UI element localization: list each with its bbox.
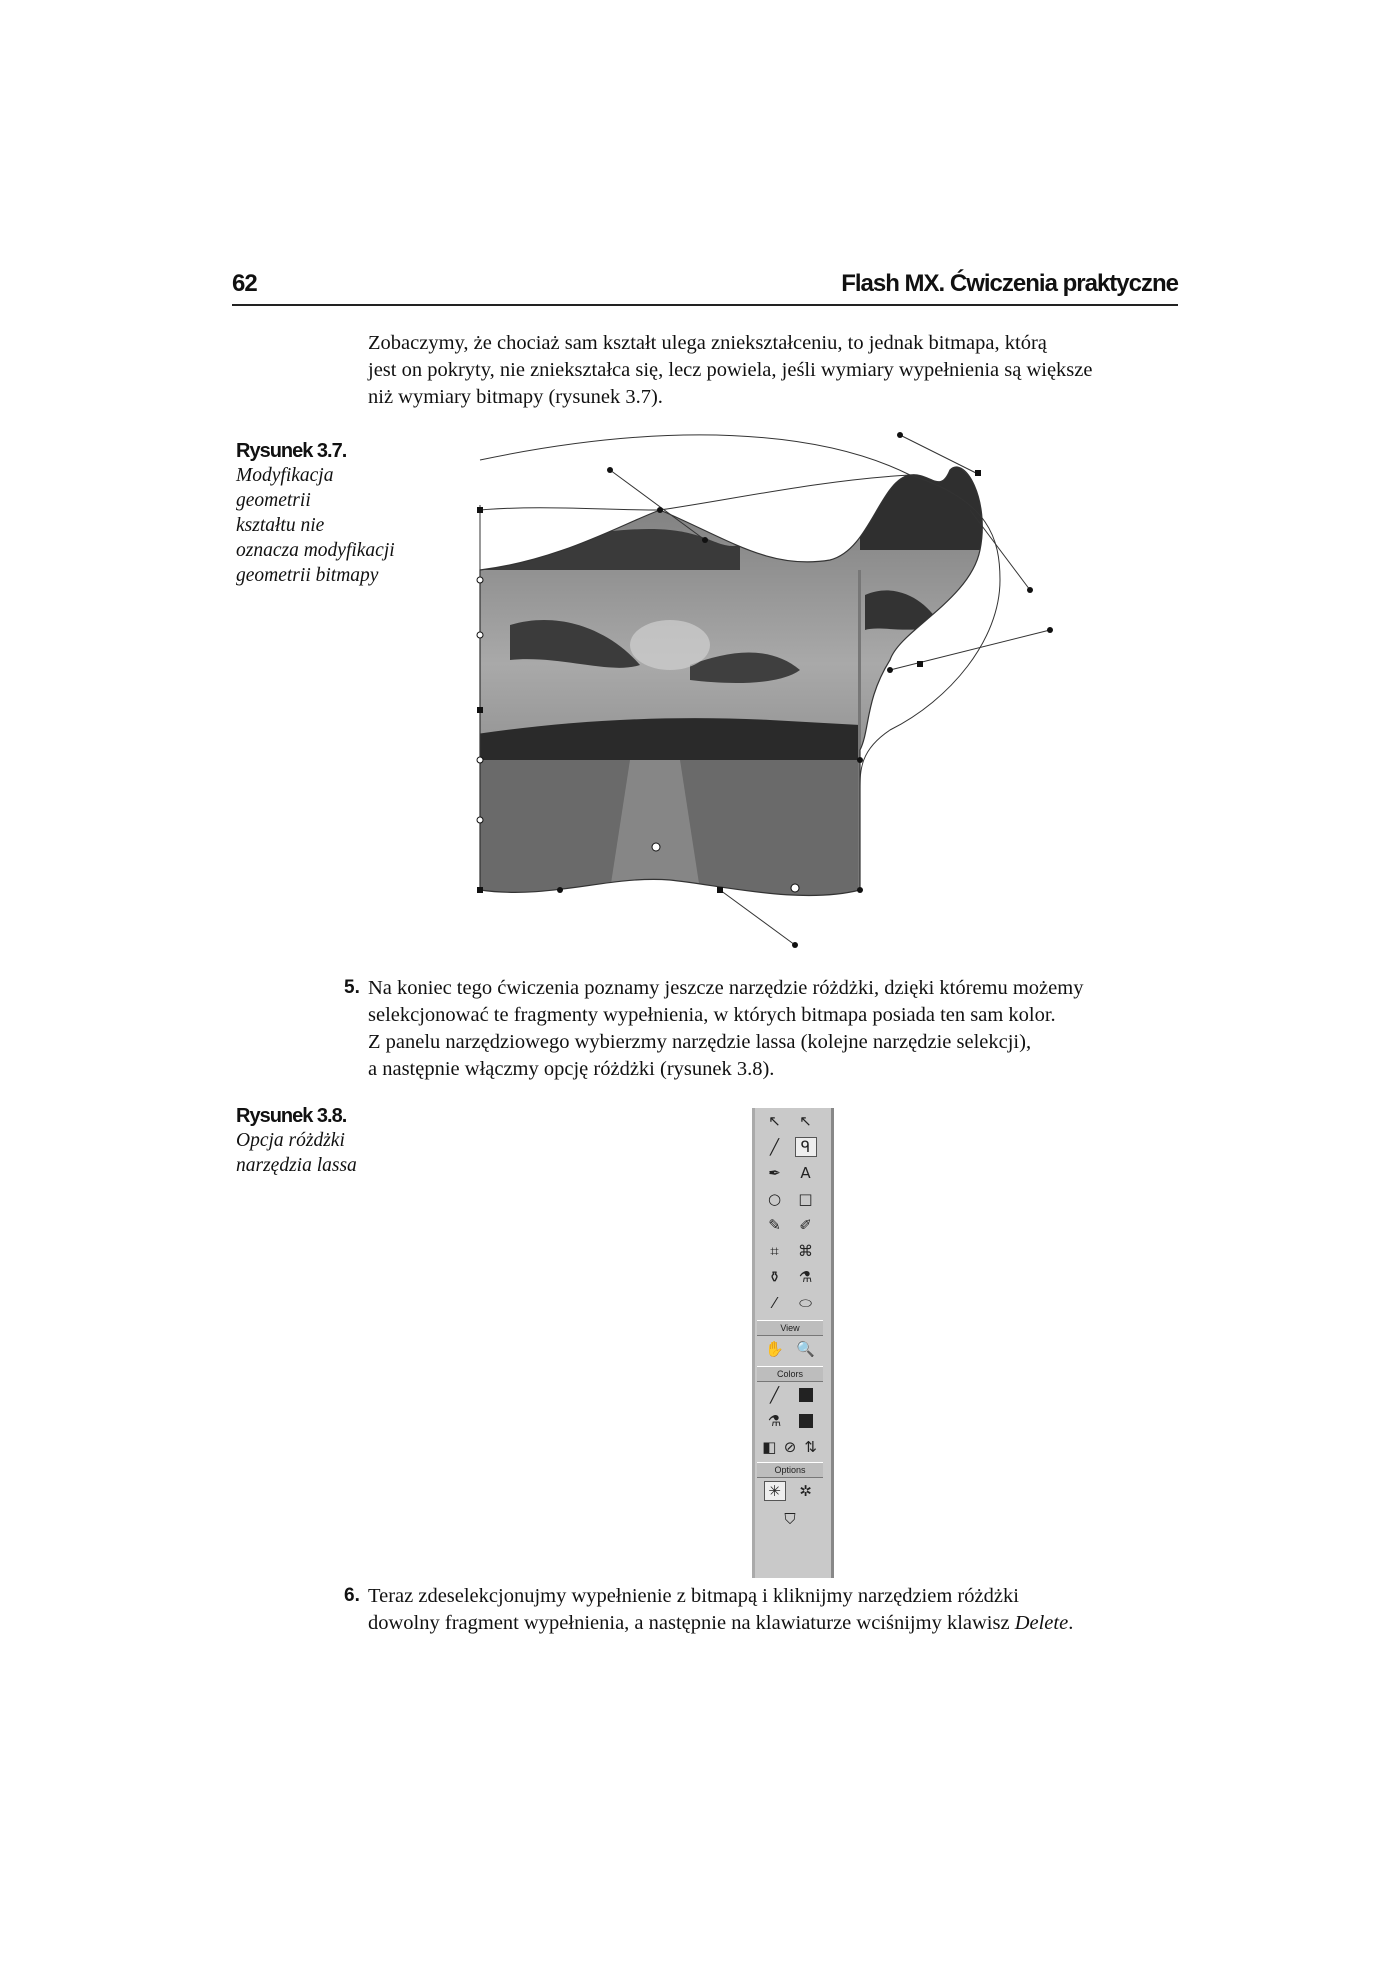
- view-section-label: View: [757, 1320, 823, 1336]
- color-buttons-row: [759, 1436, 821, 1458]
- figure-37-caption: [236, 440, 436, 588]
- arrow-tool-icon[interactable]: ↖: [768, 1112, 781, 1130]
- fill-color-row: [759, 1410, 821, 1432]
- options-row: [759, 1508, 821, 1530]
- figure-37-desc-line: geometrii: [236, 490, 311, 511]
- step-6-line: Teraz zdeselekcjonujmy wypełnienie z bitmapą i kliknijmy narzędziem różdżki: [368, 1585, 1019, 1607]
- subselect-tool-icon[interactable]: ↖: [799, 1112, 812, 1130]
- figure-38-title: Rysunek 3.8.: [236, 1105, 347, 1127]
- intro-paragraph: [368, 330, 1168, 411]
- figure-37-title: Rysunek 3.7.: [236, 440, 347, 462]
- tool-row: [759, 1240, 821, 1262]
- brush-tool-icon[interactable]: ✐: [799, 1216, 812, 1234]
- pencil-tool-icon[interactable]: ✎: [768, 1216, 781, 1234]
- step-6-text: dowolny fragment wypełnienia, a następnie na klawiaturze wciśnijmy klawisz: [368, 1612, 1015, 1634]
- intro-line: Zobaczymy, że chociaż sam kształt ulega zniekształceniu, to jednak bitmapa, którą: [368, 332, 1047, 354]
- swap-colors-icon[interactable]: ⇅: [804, 1438, 817, 1456]
- fill-color-swatch[interactable]: [795, 1411, 817, 1431]
- free-transform-tool-icon[interactable]: ⌗: [770, 1242, 779, 1260]
- default-colors-icon[interactable]: ◧: [762, 1438, 777, 1456]
- figure-37-desc-line: Modyfikacja: [236, 465, 334, 486]
- step-5-line: selekcjonować te fragmenty wypełnienia, w których bitmapa posiada ten sam kolor.: [368, 1004, 1056, 1026]
- figure-38-desc-line: Opcja różdżki: [236, 1130, 345, 1151]
- step-6-period: .: [1068, 1612, 1074, 1634]
- stroke-color-row: [759, 1384, 821, 1406]
- fill-transform-tool-icon[interactable]: ⌘: [798, 1242, 813, 1260]
- step-5-line: Na koniec tego ćwiczenia poznamy jeszcze narzędzie różdżki, dzięki któremu możemy: [368, 977, 1084, 999]
- magic-wand-icon[interactable]: ✳: [764, 1481, 786, 1501]
- step-6-number: 6.: [344, 1585, 360, 1606]
- flash-tools-panel: [752, 1108, 834, 1578]
- step-6-line: [368, 1610, 1168, 1637]
- figure-38-caption: [236, 1105, 436, 1178]
- figure-37-desc-line: kształtu nie: [236, 515, 325, 536]
- figure-38-desc-line: narzędzia lassa: [236, 1155, 357, 1176]
- delete-key-name: Delete: [1014, 1612, 1069, 1634]
- fill-bucket-icon: ⚗: [767, 1412, 782, 1430]
- figure-37-image: [470, 430, 1150, 950]
- oval-tool-icon[interactable]: ○: [767, 1190, 782, 1208]
- line-tool-icon[interactable]: ╱: [769, 1138, 780, 1156]
- rectangle-tool-icon[interactable]: □: [798, 1190, 813, 1208]
- options-row: [759, 1480, 821, 1502]
- book-title: Flash MX. Ćwiczenia praktyczne: [841, 270, 1178, 297]
- tool-row: [759, 1214, 821, 1236]
- ink-bottle-tool-icon[interactable]: ⚱: [768, 1268, 781, 1286]
- zoom-tool-icon[interactable]: 🔍: [796, 1340, 815, 1358]
- page-header: [232, 270, 1178, 306]
- step-5-line: a następnie włączmy opcję różdżki (rysunek 3.8).: [368, 1058, 775, 1080]
- step-5-line: Z panelu narzędziowego wybierzmy narzędzie lassa (kolejne narzędzie selekcji),: [368, 1031, 1032, 1053]
- eraser-tool-icon[interactable]: ⬭: [799, 1294, 812, 1312]
- tool-row: [759, 1136, 821, 1158]
- colors-section-label: Colors: [757, 1366, 823, 1382]
- polygon-mode-icon[interactable]: ⛉: [784, 1510, 796, 1528]
- figure-37-desc-line: oznacza modyfikacji: [236, 540, 395, 561]
- tool-row: [759, 1338, 821, 1360]
- step-6-paragraph: [368, 1583, 1168, 1637]
- options-section-label: Options: [757, 1462, 823, 1478]
- pen-tool-icon[interactable]: ✒: [768, 1164, 781, 1182]
- tool-row: [759, 1292, 821, 1314]
- step-5-number: 5.: [344, 977, 360, 998]
- lasso-tool-icon[interactable]: ᑫ: [795, 1137, 817, 1157]
- stroke-color-swatch[interactable]: [795, 1385, 817, 1405]
- magic-wand-settings-icon[interactable]: ✲: [799, 1482, 812, 1500]
- paint-bucket-tool-icon[interactable]: ⚗: [798, 1268, 813, 1286]
- eyedropper-tool-icon[interactable]: ⁄: [773, 1294, 776, 1312]
- tool-row: [759, 1266, 821, 1288]
- tool-row: [759, 1188, 821, 1210]
- stroke-pencil-icon: ╱: [769, 1386, 780, 1404]
- text-tool-icon[interactable]: A: [800, 1164, 811, 1182]
- tool-row: [759, 1110, 821, 1132]
- no-color-icon[interactable]: ⊘: [783, 1438, 797, 1456]
- hand-tool-icon[interactable]: ✋: [765, 1340, 784, 1358]
- figure-37-desc-line: geometrii bitmapy: [236, 565, 379, 586]
- page-number: 62: [232, 270, 257, 297]
- step-5-paragraph: [368, 975, 1168, 1083]
- intro-line: jest on pokryty, nie zniekształca się, lecz powiela, jeśli wymiary wypełnienia są większe: [368, 359, 1093, 381]
- tool-row: [759, 1162, 821, 1184]
- intro-line: niż wymiary bitmapy (rysunek 3.7).: [368, 386, 663, 408]
